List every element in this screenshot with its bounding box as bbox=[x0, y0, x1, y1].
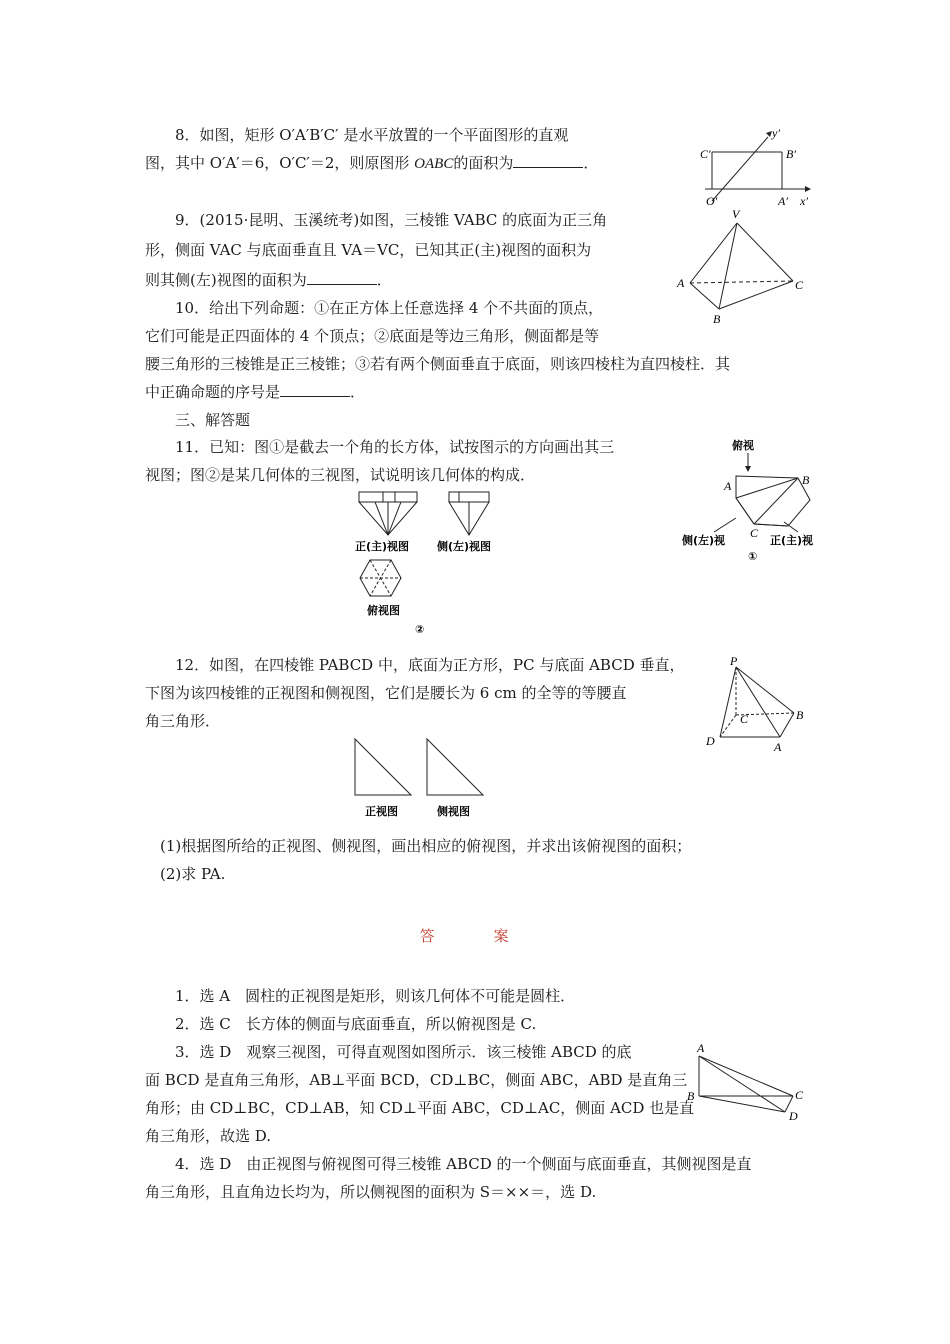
label-b: B bbox=[796, 708, 804, 722]
q10-line1: 10．给出下列命题：①在正方体上任意选择 4 个不共面的顶点， bbox=[175, 299, 604, 317]
q11-line1: 11．已知：图①是截去一个角的长方体，试按图示的方向画出其三 bbox=[175, 438, 615, 456]
label-c: C′ bbox=[700, 147, 711, 161]
label-o: O′ bbox=[706, 194, 718, 208]
answer-1: 1．选 A 圆柱的正视图是矩形，则该几何体不可能是圆柱． bbox=[175, 987, 576, 1005]
q9-line1: 9．(2015·昆明、玉溪统考)如图，三棱锥 VABC 的底面为正三角 bbox=[175, 211, 608, 229]
side-direction-label: 侧(左)视 bbox=[682, 534, 726, 547]
top-view-caption: 俯视图 bbox=[367, 604, 400, 617]
figure-number: ② bbox=[415, 623, 425, 636]
answer-2: 2．选 C 长方体的侧面与底面垂直，所以俯视图是 C. bbox=[175, 1015, 537, 1033]
q11-line2: 视图；图②是某几何体的三视图，试说明该几何体的构成． bbox=[145, 466, 536, 484]
label-b: B bbox=[802, 473, 810, 487]
q12-line2: 下图为该四棱锥的正视图和侧视图，它们是腰长为 6 cm 的全等的等腰直 bbox=[145, 684, 627, 702]
label-b: B bbox=[713, 312, 721, 326]
q10-line3: 腰三角形的三棱锥是正三棱锥；③若有两个侧面垂直于底面，则该四棱柱为直四棱柱．其 bbox=[145, 355, 731, 373]
answer-3-line3: 角形；由 CD⊥BC，CD⊥AB，知 CD⊥平面 ABC，CD⊥AC，侧面 ACD 也是直 bbox=[145, 1099, 695, 1117]
answer-3-line2: 面 BCD 是直角三角形，AB⊥平面 BCD，CD⊥BC，侧面 ABC，ABD 是直角三 bbox=[145, 1071, 688, 1089]
label-a: A bbox=[774, 740, 782, 754]
label-a: A bbox=[697, 1041, 705, 1055]
answer-4-line2: 角三角形，且直角边长均为，所以侧视图的面积为 S＝××＝，选 D. bbox=[145, 1183, 597, 1201]
side-view-caption: 侧(左)视图 bbox=[437, 540, 492, 553]
answer-3-line4: 角三角形，故选 D. bbox=[145, 1127, 272, 1145]
label-a: A bbox=[724, 479, 732, 493]
q8-line2: 图，其中 O′A′＝6，O′C′＝2，则原图形 OABC的面积为 ． bbox=[145, 154, 599, 172]
q12-pyramid-figure bbox=[700, 655, 815, 755]
figure-number: ① bbox=[748, 550, 758, 563]
answer-blank bbox=[307, 270, 377, 285]
q8-figure bbox=[700, 125, 815, 210]
q12-sub1: (1)根据图所给的正视图、侧视图，画出相应的俯视图，并求出该俯视图的面积； bbox=[160, 837, 692, 855]
q11-three-view-figure bbox=[345, 488, 515, 638]
label-d: D bbox=[789, 1109, 798, 1123]
q11-truncated-box-figure bbox=[680, 438, 830, 563]
q10-line2: 它们可能是正四面体的 4 个顶点；②底面是等边三角形，侧面都是等 bbox=[145, 327, 600, 345]
label-y: y′ bbox=[772, 126, 780, 140]
front-direction-label: 正(主)视 bbox=[770, 534, 814, 547]
q12-line3: 角三角形． bbox=[145, 712, 221, 730]
answer-3-figure bbox=[685, 1040, 810, 1125]
q9-pyramid-figure bbox=[675, 205, 810, 330]
answer-4-line1: 4．选 D 由正视图与俯视图可得三棱锥 ABCD 的一个侧面与底面垂直，其侧视图是直 bbox=[175, 1155, 752, 1173]
q9-line3: 则其侧(左)视图的面积为 ． bbox=[145, 271, 392, 289]
q12-views-figure bbox=[345, 735, 515, 820]
label-x: x′ bbox=[800, 194, 808, 208]
front-view-caption: 正(主)视图 bbox=[355, 540, 410, 553]
label-c: C bbox=[750, 526, 759, 540]
label-p: P bbox=[730, 655, 738, 668]
section-heading: 三、解答题 bbox=[175, 411, 251, 429]
label-a: A′ bbox=[778, 194, 788, 208]
label-d: D bbox=[706, 734, 715, 748]
answer-3-line1: 3．选 D 观察三视图，可得直观图如图所示．该三棱锥 ABCD 的底 bbox=[175, 1043, 632, 1061]
label-b: B′ bbox=[786, 147, 796, 161]
answer-blank bbox=[280, 382, 350, 397]
top-direction-label: 俯视 bbox=[732, 439, 754, 452]
label-c: C bbox=[740, 712, 749, 726]
q12-sub2: (2)求 PA. bbox=[160, 865, 226, 883]
label-v: V bbox=[732, 207, 740, 221]
side-view-caption: 侧视图 bbox=[437, 805, 470, 818]
q12-line1: 12．如图，在四棱锥 PABCD 中，底面为正方形，PC 与底面 ABCD 垂直， bbox=[175, 656, 685, 674]
label-b: B bbox=[687, 1089, 695, 1103]
q10-line4: 中正确命题的序号是 ． bbox=[145, 383, 366, 401]
q8-line1: 8．如图，矩形 O′A′B′C′ 是水平放置的一个平面图形的直观 bbox=[175, 126, 569, 144]
answers-title: 答 案 bbox=[419, 927, 531, 945]
label-c: C bbox=[795, 1088, 804, 1102]
label-a: A bbox=[677, 276, 685, 290]
front-view-caption: 正视图 bbox=[365, 805, 398, 818]
q9-line2: 形，侧面 VAC 与底面垂直且 VA＝VC，已知其正(主)视图的面积为 bbox=[145, 241, 592, 259]
label-c: C bbox=[795, 278, 804, 292]
answer-blank bbox=[513, 153, 583, 168]
